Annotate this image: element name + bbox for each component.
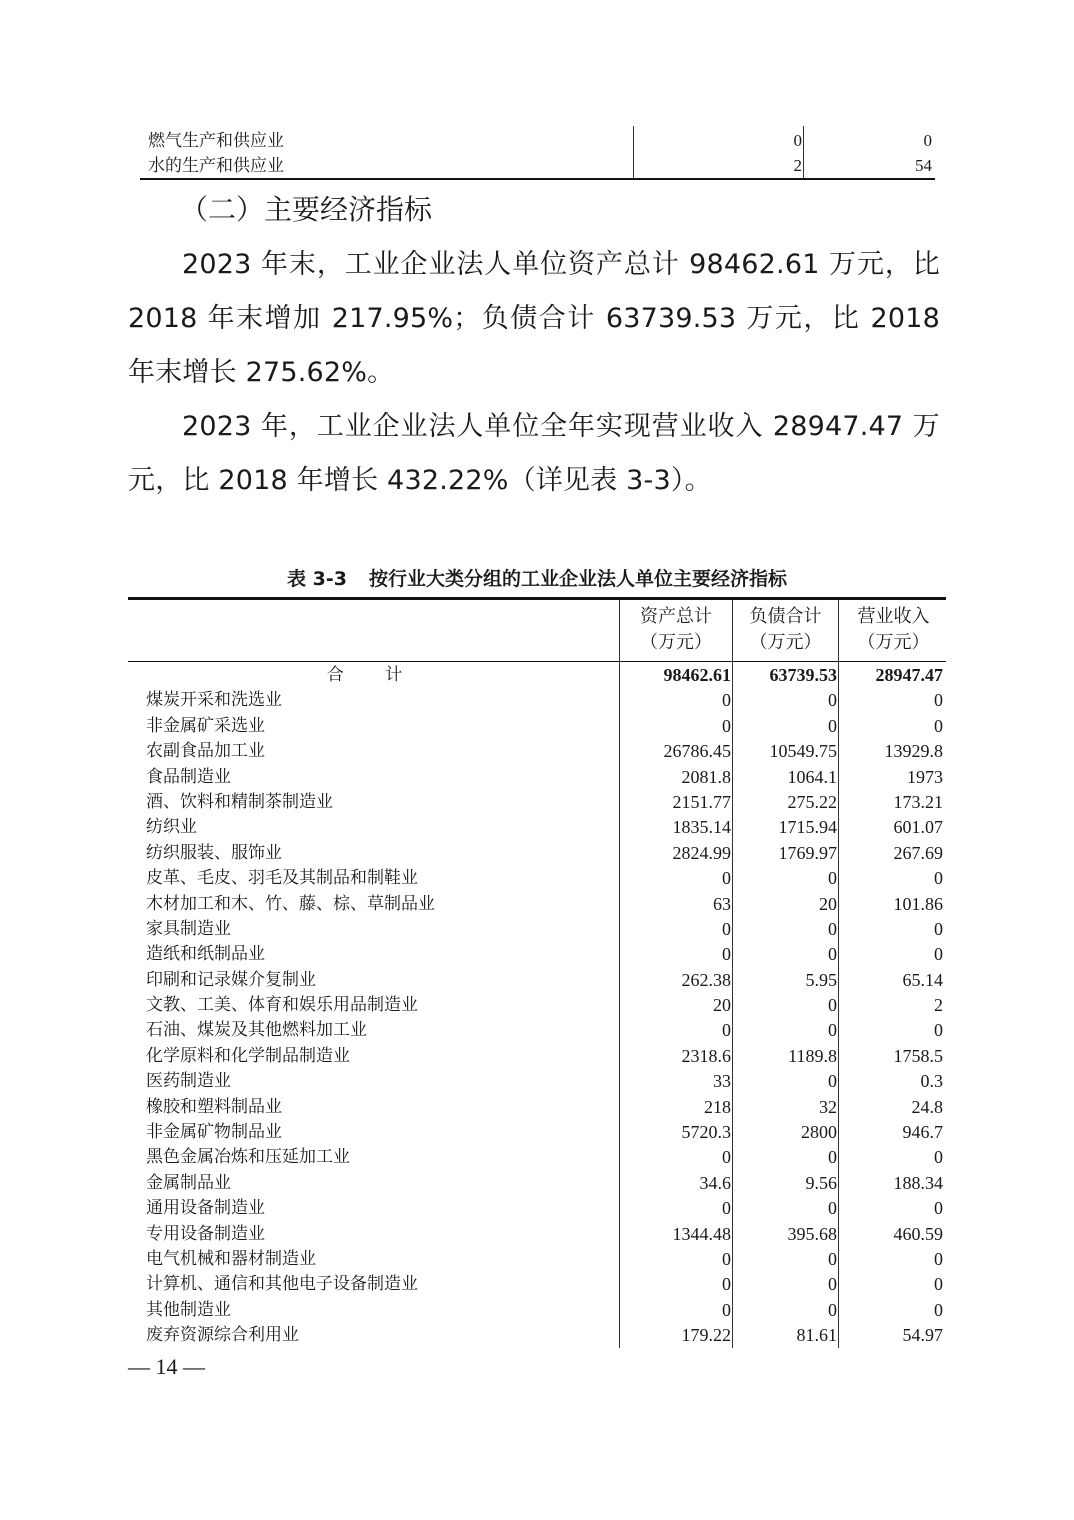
cell-revenue: 1758.5 bbox=[893, 1045, 943, 1066]
cell-revenue: 460.59 bbox=[893, 1223, 943, 1244]
row-name: 橡胶和塑料制品业 bbox=[146, 1096, 282, 1117]
paragraph: 2023 年，工业企业法人单位全年实现营业收入 28947.47 万元，比 2018 年增长 432.22%（详见表 3-3）。 bbox=[128, 411, 940, 496]
table-row-total bbox=[128, 663, 946, 688]
cell-assets: 34.6 bbox=[699, 1172, 731, 1193]
table-row bbox=[128, 1196, 946, 1221]
cell-assets: 2318.6 bbox=[681, 1045, 731, 1066]
table-row bbox=[128, 1095, 946, 1120]
header-label: 营业收入 bbox=[857, 606, 930, 627]
cell-assets: 5720.3 bbox=[681, 1122, 731, 1143]
table-row bbox=[128, 841, 946, 866]
row-name: 电气机械和器材制造业 bbox=[146, 1248, 316, 1269]
row-name: 医药制造业 bbox=[146, 1071, 231, 1092]
cell-liabilities: 0 bbox=[828, 995, 837, 1016]
table-row bbox=[128, 1145, 946, 1170]
table-caption bbox=[128, 564, 946, 591]
cell-liabilities: 20 bbox=[819, 893, 837, 914]
table-row bbox=[128, 892, 946, 917]
cell-revenue: 267.69 bbox=[893, 842, 943, 863]
cell-assets: 98462.61 bbox=[663, 665, 731, 685]
cell-liabilities: 1064.1 bbox=[787, 766, 837, 787]
header-unit: （万元） bbox=[640, 632, 712, 653]
cell-liabilities: 5.95 bbox=[805, 969, 837, 990]
paragraph: 2023 年末，工业企业法人单位资产总计 98462.61 万元，比 2018 年末增加 217.95%；负债合计 63739.53 万元，比 2018 年末增长 275.62%。 bbox=[128, 249, 940, 388]
table-number: 表 3-3 bbox=[287, 568, 347, 590]
row-value: 0 bbox=[923, 131, 932, 150]
cell-liabilities: 0 bbox=[828, 1274, 837, 1295]
row-value: 54 bbox=[915, 156, 932, 175]
row-name: 金属制品业 bbox=[146, 1172, 231, 1193]
table-row bbox=[128, 1298, 946, 1323]
column-header-liabilities bbox=[735, 604, 836, 656]
cell-revenue: 13929.8 bbox=[884, 741, 943, 762]
row-name: 废弃资源综合利用业 bbox=[146, 1325, 299, 1346]
cell-assets: 63 bbox=[713, 893, 731, 914]
cell-liabilities: 0 bbox=[828, 918, 837, 939]
row-name: 通用设备制造业 bbox=[146, 1198, 265, 1219]
table-row bbox=[140, 153, 932, 178]
cell-assets: 2151.77 bbox=[672, 791, 731, 812]
row-name: 造纸和纸制品业 bbox=[146, 944, 265, 965]
cell-liabilities: 0 bbox=[828, 1071, 837, 1092]
cell-revenue: 0 bbox=[934, 690, 943, 711]
cell-revenue: 101.86 bbox=[893, 893, 943, 914]
table-row bbox=[128, 1272, 946, 1297]
row-name: 专用设备制造业 bbox=[146, 1223, 265, 1244]
cell-assets: 218 bbox=[704, 1096, 731, 1117]
row-name: 皮革、毛皮、羽毛及其制品和制鞋业 bbox=[146, 868, 418, 889]
cell-revenue: 0 bbox=[934, 918, 943, 939]
section-heading: （二）主要经济指标 bbox=[180, 193, 433, 226]
row-name: 非金属矿物制品业 bbox=[146, 1122, 282, 1143]
table-row bbox=[128, 1044, 946, 1069]
cell-revenue: 0 bbox=[934, 715, 943, 736]
table-row bbox=[128, 815, 946, 840]
cell-liabilities: 32 bbox=[819, 1096, 837, 1117]
cell-revenue: 0 bbox=[934, 944, 943, 965]
row-name: 非金属矿采选业 bbox=[146, 715, 265, 736]
cell-revenue: 0 bbox=[934, 1274, 943, 1295]
header-label: 资产总计 bbox=[640, 606, 712, 627]
cell-assets: 0 bbox=[722, 1147, 731, 1168]
row-name: 农副食品加工业 bbox=[146, 741, 265, 762]
table-bottom-rule bbox=[140, 178, 935, 180]
cell-liabilities: 10549.75 bbox=[769, 741, 837, 762]
cell-revenue: 173.21 bbox=[893, 791, 943, 812]
table-row bbox=[128, 1323, 946, 1348]
column-header-assets bbox=[622, 604, 730, 656]
table-row bbox=[128, 765, 946, 790]
table-title: 按行业大类分组的工业企业法人单位主要经济指标 bbox=[368, 568, 787, 590]
cell-assets: 0 bbox=[722, 944, 731, 965]
cell-liabilities: 0 bbox=[828, 1299, 837, 1320]
cell-liabilities: 0 bbox=[828, 868, 837, 889]
cell-revenue: 0 bbox=[934, 868, 943, 889]
cell-liabilities: 1189.8 bbox=[788, 1045, 837, 1066]
column-header-revenue bbox=[841, 604, 946, 656]
table-row bbox=[128, 1247, 946, 1272]
table-row bbox=[128, 739, 946, 764]
cell-assets: 1835.14 bbox=[672, 817, 731, 838]
row-name: 纺织业 bbox=[146, 817, 197, 838]
cell-assets: 0 bbox=[722, 1248, 731, 1269]
row-name: 石油、煤炭及其他燃料加工业 bbox=[146, 1020, 367, 1041]
table-row bbox=[140, 128, 932, 153]
cell-liabilities: 2800 bbox=[801, 1122, 837, 1143]
cell-liabilities: 81.61 bbox=[796, 1325, 837, 1346]
cell-liabilities: 395.68 bbox=[787, 1223, 837, 1244]
page-number: — 14 — bbox=[128, 1354, 205, 1379]
table-body bbox=[128, 663, 946, 1349]
header-label: 负债合计 bbox=[749, 606, 822, 627]
table-header-rule bbox=[128, 661, 946, 662]
cell-liabilities: 0 bbox=[828, 1248, 837, 1269]
cell-revenue: 0 bbox=[934, 1020, 943, 1041]
row-name: 家具制造业 bbox=[146, 918, 231, 939]
cell-liabilities: 1769.97 bbox=[778, 842, 837, 863]
cell-assets: 262.38 bbox=[681, 969, 731, 990]
cell-revenue: 946.7 bbox=[902, 1122, 943, 1143]
cell-assets: 0 bbox=[722, 690, 731, 711]
cell-revenue: 0.3 bbox=[920, 1071, 943, 1092]
cell-liabilities: 0 bbox=[828, 690, 837, 711]
table-row bbox=[128, 1222, 946, 1247]
previous-table-continuation bbox=[140, 128, 932, 178]
cell-liabilities: 0 bbox=[828, 1147, 837, 1168]
row-name: 燃气生产和供应业 bbox=[148, 131, 284, 150]
row-value: 2 bbox=[793, 156, 802, 175]
cell-liabilities: 9.56 bbox=[805, 1172, 837, 1193]
cell-assets: 0 bbox=[722, 918, 731, 939]
cell-revenue: 188.34 bbox=[893, 1172, 943, 1193]
row-name: 食品制造业 bbox=[146, 766, 231, 787]
cell-assets: 179.22 bbox=[681, 1325, 731, 1346]
table-row bbox=[128, 968, 946, 993]
cell-revenue: 1973 bbox=[907, 766, 943, 787]
table-row bbox=[128, 688, 946, 713]
table-top-rule bbox=[128, 597, 946, 600]
cell-revenue: 24.8 bbox=[911, 1096, 943, 1117]
row-name: 纺织服装、服饰业 bbox=[146, 842, 282, 863]
cell-assets: 0 bbox=[722, 1020, 731, 1041]
cell-assets: 26786.45 bbox=[663, 741, 731, 762]
row-name: 木材加工和木、竹、藤、棕、草制品业 bbox=[146, 893, 435, 914]
table-row bbox=[128, 917, 946, 942]
cell-assets: 2081.8 bbox=[681, 766, 731, 787]
cell-assets: 20 bbox=[713, 995, 731, 1016]
row-value: 0 bbox=[793, 131, 802, 150]
row-name: 化学原料和化学制品制造业 bbox=[146, 1045, 350, 1066]
row-name: 水的生产和供应业 bbox=[148, 156, 284, 175]
cell-liabilities: 275.22 bbox=[787, 791, 837, 812]
table-row bbox=[128, 1018, 946, 1043]
table-row bbox=[128, 1171, 946, 1196]
cell-liabilities: 1715.94 bbox=[778, 817, 837, 838]
cell-assets: 0 bbox=[722, 1198, 731, 1219]
table-row bbox=[128, 993, 946, 1018]
cell-assets: 33 bbox=[713, 1071, 731, 1092]
header-unit: （万元） bbox=[857, 632, 930, 653]
row-name: 合 计 bbox=[326, 665, 421, 685]
row-name: 煤炭开采和洗选业 bbox=[146, 690, 282, 711]
table-row bbox=[128, 714, 946, 739]
cell-assets: 0 bbox=[722, 715, 731, 736]
table-row bbox=[128, 942, 946, 967]
row-name: 黑色金属冶炼和压延加工业 bbox=[146, 1147, 350, 1168]
cell-revenue: 0 bbox=[934, 1248, 943, 1269]
cell-assets: 1344.48 bbox=[672, 1223, 731, 1244]
cell-revenue: 0 bbox=[934, 1198, 943, 1219]
cell-revenue: 2 bbox=[934, 995, 943, 1016]
row-name: 计算机、通信和其他电子设备制造业 bbox=[146, 1274, 418, 1295]
row-name: 其他制造业 bbox=[146, 1299, 231, 1320]
table-row bbox=[128, 1069, 946, 1094]
cell-assets: 0 bbox=[722, 868, 731, 889]
row-name: 酒、饮料和精制茶制造业 bbox=[146, 791, 333, 812]
cell-assets: 2824.99 bbox=[672, 842, 731, 863]
row-name: 印刷和记录媒介复制业 bbox=[146, 969, 316, 990]
header-unit: （万元） bbox=[749, 632, 822, 653]
row-name: 文教、工美、体育和娱乐用品制造业 bbox=[146, 995, 418, 1016]
cell-liabilities: 0 bbox=[828, 715, 837, 736]
cell-liabilities: 0 bbox=[828, 944, 837, 965]
table-row bbox=[128, 790, 946, 815]
cell-revenue: 54.97 bbox=[902, 1325, 943, 1346]
cell-revenue: 601.07 bbox=[893, 817, 943, 838]
cell-liabilities: 63739.53 bbox=[769, 665, 837, 685]
cell-revenue: 65.14 bbox=[902, 969, 943, 990]
table-row bbox=[128, 1120, 946, 1145]
table-row bbox=[128, 866, 946, 891]
cell-revenue: 0 bbox=[934, 1299, 943, 1320]
cell-liabilities: 0 bbox=[828, 1020, 837, 1041]
cell-revenue: 0 bbox=[934, 1147, 943, 1168]
cell-revenue: 28947.47 bbox=[875, 665, 943, 685]
cell-liabilities: 0 bbox=[828, 1198, 837, 1219]
cell-assets: 0 bbox=[722, 1299, 731, 1320]
cell-assets: 0 bbox=[722, 1274, 731, 1295]
